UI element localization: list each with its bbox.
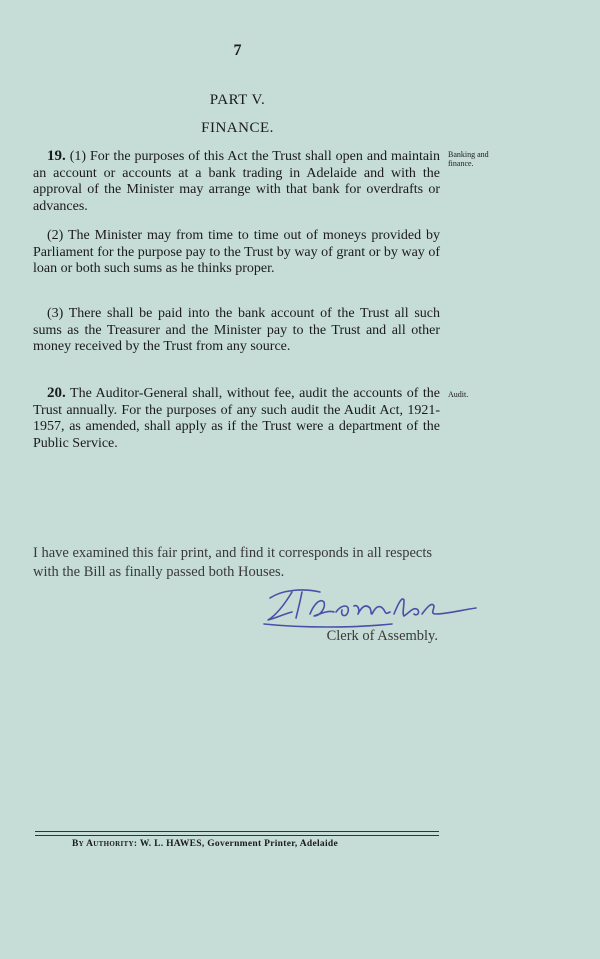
section-number: 19. (47, 148, 66, 164)
certification-text: I have examined this fair print, and find it corresponds in all respects with the Bill as finally passed both Houses. (33, 545, 433, 580)
section-text: For the purposes of this Act the Trust shall open and maintain an account or accounts at a bank trading in Adelaide and with the approval of the Minister may arrange with that bank for overdrafts or advances. (33, 149, 441, 214)
margin-note-banking: Banking and finance. (448, 150, 489, 168)
printer-name: W. L. HAWES, Government Printer, Adelaide (139, 839, 338, 849)
printer-authority (72, 839, 338, 849)
subsection-number: (3) (47, 306, 64, 321)
section-text: The Auditor-General shall, without fee, audit the accounts of the Trust annually. For the purposes of any such audit the Audit Act, 1921-1957, as amended, shall apply as if the Trust were a department of the Public Service. (33, 386, 440, 451)
footer-rule (35, 835, 439, 836)
signatory-title: Clerk of Assembly. (326, 628, 438, 644)
section-text: There shall be paid into the bank account of the Trust all such sums as the Treasurer and the Minister pay to the Trust and all other money received by the Trust from any source. (33, 306, 440, 354)
part-heading: PART V. (209, 92, 266, 108)
section-19-3 (33, 306, 440, 356)
page-number: 7 (233, 42, 242, 59)
authority-label: By Authority: (72, 839, 138, 849)
signature-image (262, 584, 482, 632)
footer-rule (35, 831, 439, 832)
margin-note-audit: Audit. (448, 390, 469, 399)
subsection-number: (1) (69, 149, 87, 164)
section-number: 20. (47, 385, 66, 401)
section-text: The Minister may from time to time out of moneys provided by Parliament for the purpose pay to the Trust by way of grant or by way of loan or both such sums as he thinks proper. (33, 228, 440, 276)
subsection-number: (2) (47, 228, 64, 243)
section-19-1 (33, 148, 440, 215)
section-20 (33, 385, 440, 452)
section-heading: FINANCE. (201, 120, 274, 136)
section-19-2 (33, 228, 440, 278)
